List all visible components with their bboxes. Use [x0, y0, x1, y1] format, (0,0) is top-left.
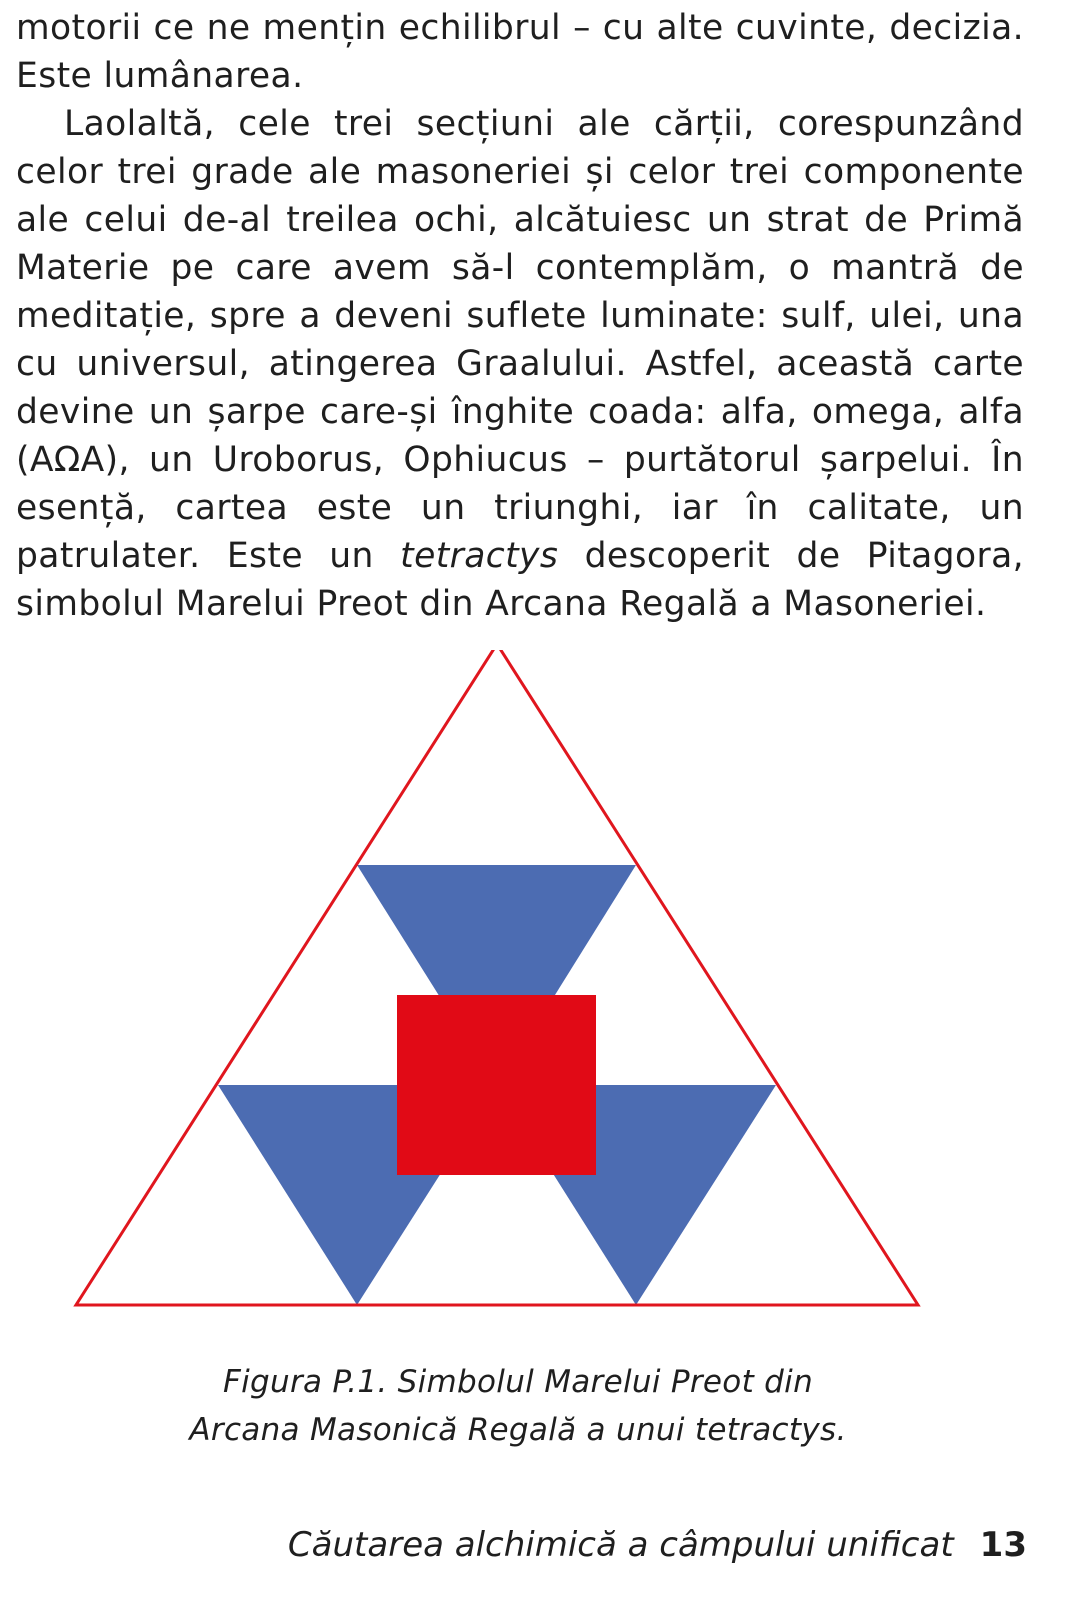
body-text — [16, 4, 1024, 628]
paragraph-main-part-2: descoperit de Pitagora, simbolul Marelui Preot din Arcana Regală a Masoneriei. — [16, 536, 1024, 624]
red-square — [397, 995, 596, 1175]
tetractys-figure — [0, 650, 1067, 1350]
figure-caption — [0, 1358, 1036, 1454]
figure-caption-line-2: Arcana Masonică Regală a unui tetractys. — [189, 1412, 847, 1448]
figure-caption-line-1: Figura P.1. Simbolul Marelui Preot din — [222, 1364, 814, 1400]
page-number: 13 — [979, 1525, 1027, 1565]
paragraph-continuation: motorii ce ne mențin echilibrul – cu alte cuvinte, decizia. Este lumânarea. — [16, 8, 1024, 96]
paragraph-main — [16, 100, 1024, 628]
tetractys-emphasis: tetractys — [400, 536, 559, 576]
page-footer — [288, 1525, 1027, 1565]
paragraph-main-part-1: Laolaltă, cele trei secțiuni ale cărții, corespunzând celor trei grade ale masoneriei și celor trei componente ale celui de-al treilea ochi, alcătuiesc un strat de Primă Materie pe care avem să-l contemplăm, o mantră de meditație, spre a deveni suflete luminate: sulf, ulei, una cu universul, atingerea Graalului. Astfel, această carte devine un șarpe care-și înghite coada: alfa, omega, alfa (AΩA), un Uroborus, Ophiucus – purtătorul șarpelui. În esență, cartea este un triunghi, iar în calitate, un patrulater. Este un — [16, 104, 1024, 576]
running-title: Căutarea alchimică a câmpului unificat — [287, 1525, 954, 1565]
